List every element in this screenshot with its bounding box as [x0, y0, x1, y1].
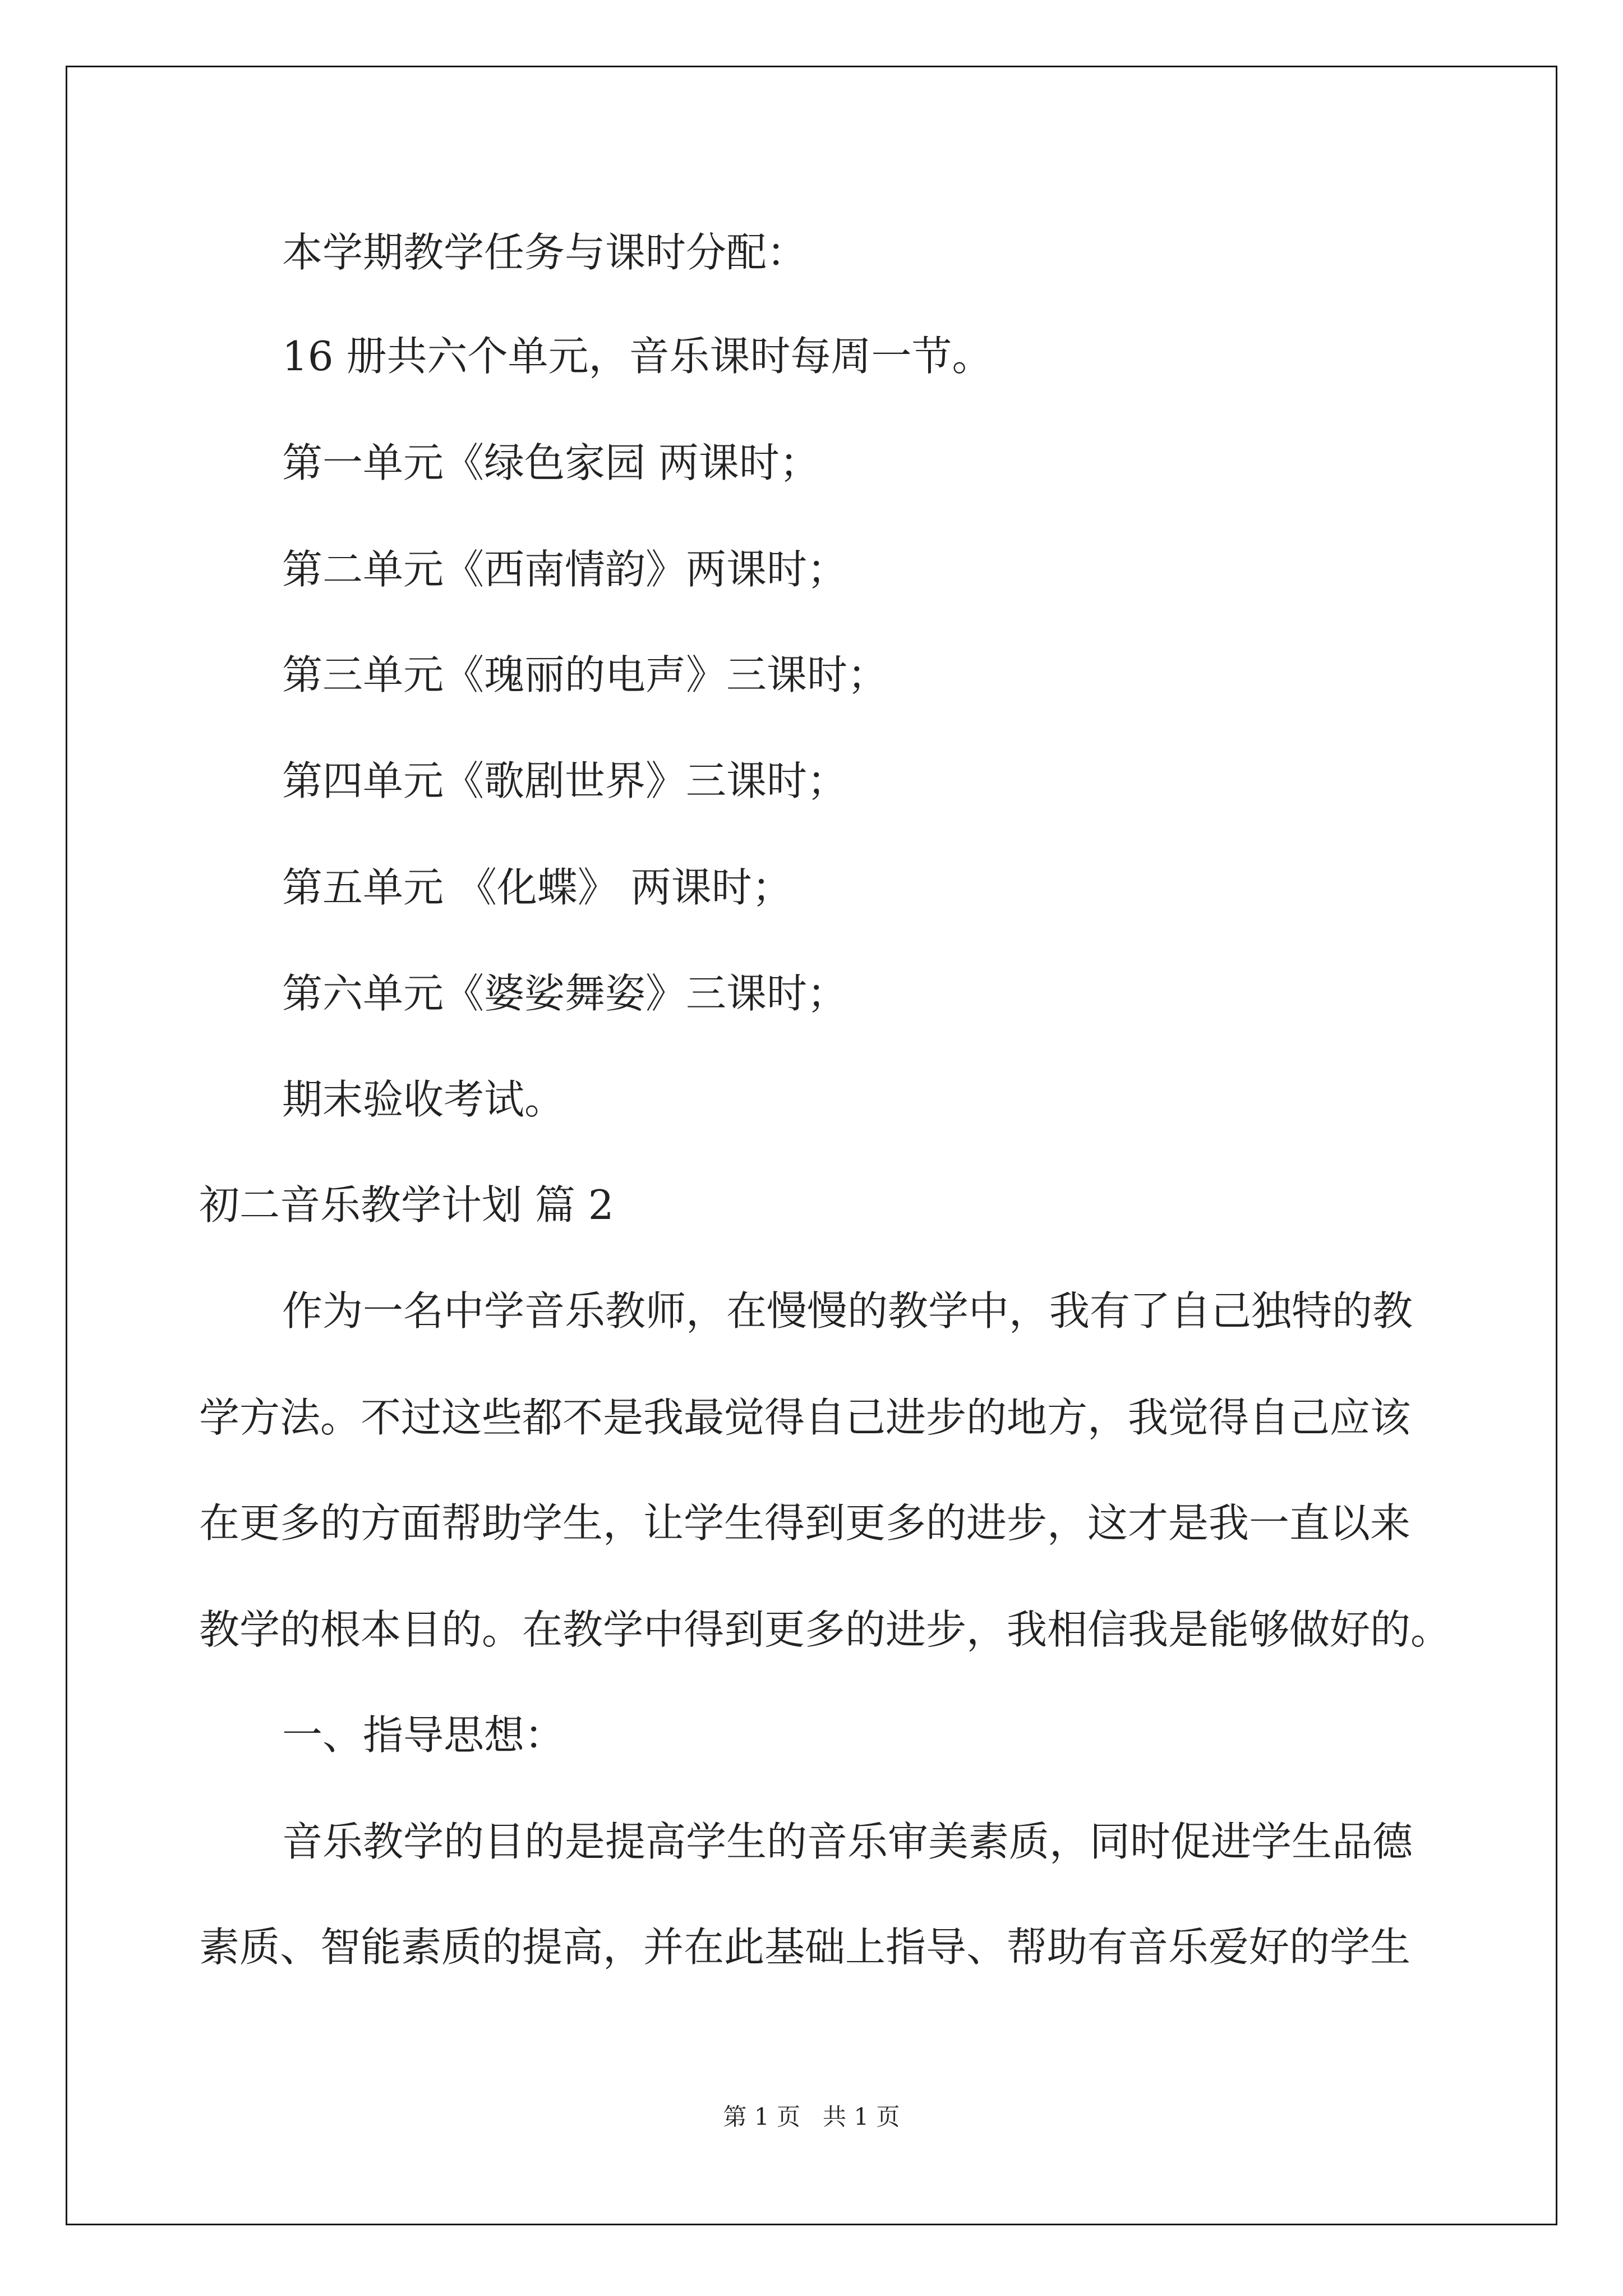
paragraph-line: 学方法。不过这些都不是我最觉得自己进步的地方，我觉得自己应该 — [199, 1394, 1411, 1441]
paragraph-line: 教学的根本目的。在教学中得到更多的进步，我相信我是能够做好的。 — [199, 1606, 1451, 1653]
section-heading: 初二音乐教学计划 篇 2 — [199, 1181, 614, 1228]
paragraph-line: 一、指导思想： — [282, 1711, 565, 1759]
paragraph-line: 作为一名中学音乐教师，在慢慢的教学中，我有了自己独特的教 — [282, 1287, 1413, 1335]
paragraph-line: 素质、智能素质的提高，并在此基础上指导、帮助有音乐爱好的学生 — [199, 1924, 1411, 1971]
paragraph-line: 在更多的方面帮助学生，让学生得到更多的进步，这才是我一直以来 — [199, 1499, 1411, 1547]
paragraph-line: 音乐教学的目的是提高学生的音乐审美素质，同时促进学生品德 — [282, 1818, 1413, 1865]
paragraph-line: 第一单元《绿色家园 两课时； — [282, 439, 820, 486]
paragraph-line: 本学期教学任务与课时分配： — [282, 229, 808, 276]
paragraph-line: 第六单元《婆娑舞姿》三课时； — [282, 970, 848, 1017]
page-border — [66, 66, 1557, 2225]
paragraph-line: 第五单元 《化蝶》 两课时； — [282, 864, 792, 911]
page-number-footer: 第 1 页 共 1 页 — [723, 2103, 900, 2131]
paragraph-line: 第四单元《歌剧世界》三课时； — [282, 757, 848, 804]
paragraph-line: 期末验收考试。 — [282, 1076, 565, 1123]
paragraph-line: 第三单元《瑰丽的电声》三课时； — [282, 651, 888, 698]
paragraph-line: 第二单元《西南情韵》两课时； — [282, 546, 848, 593]
paragraph-line: 16 册共六个单元，音乐课时每周一节。 — [282, 333, 993, 380]
